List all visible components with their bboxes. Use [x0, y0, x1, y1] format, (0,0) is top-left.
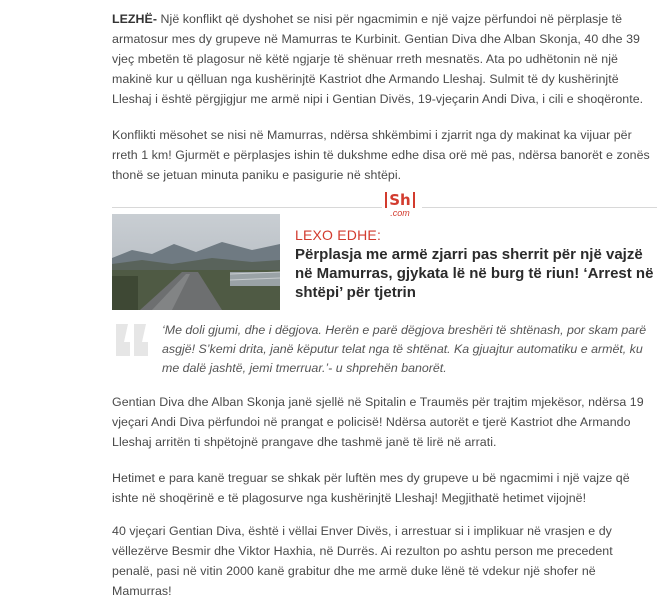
related-divider-right: [422, 207, 657, 208]
related-kicker: LEXO EDHE:: [295, 227, 382, 243]
blockquote: ‘Me doli gjumi, dhe i dëgjova. Herën e parë dëgjova breshëri të shtënash, por skam parë asgjë! S’kemi drita, janë këputur telat nga të shtënat. Ka gjuajtur automatiku e armët, ku me dalë jashtë, jemi tmerruar.’- u shprehën banorët.: [162, 323, 647, 375]
related-article-link[interactable]: Përplasja me armë zjarri pas sherrit për një vajzë në Mamurras, gjykata lë në burg të riun! ‘Arrest në shtëpi’ për tjetrin: [295, 246, 654, 301]
quote-icon: [112, 318, 152, 362]
article-paragraph-5: 40 vjeçari Gentian Diva, është i vëllai Enver Divës, i arrestuar si i implikuar në vrasjen e dy vëllezërve Besmir dhe Viktor Haxhia, në Durrës. Ai rezulton po ashtu person me precedent penalë, pasi në vitin 2000 kanë grabitur dhe me armë duke lënë të vdekur një shofer në Mamurras!: [112, 524, 613, 598]
article-paragraph-4: Hetimet e para kanë treguar se shkak për luftën mes dy grupeve u bë ngacmimi i një vajze që ishte në shoqërinë e të plagosurve nga kushërinjtë Lleshaj! Megjithatë hetimet vijojnë!: [112, 471, 630, 505]
article-paragraph-2: Konflikti mësohet se nisi në Mamurras, ndërsa shkëmbimi i zjarrit nga dy makinat ka vijuar për rreth 1 km! Gjurmët e përplasjes ishin të dukshme edhe disa orë më pas, ndërsa banorët e zonës thonë se jetuan minuta paniku e pasigurie në shtëpi.: [112, 128, 650, 182]
site-logo: [382, 192, 418, 224]
logo-mark: Sh: [385, 192, 414, 208]
logo-suffix: .com: [390, 208, 410, 218]
paragraph-text: Një konflikt që dyshohet se nisi për ngacmimin e një vajze përfundoi në përplasje të armatosur mes dy grupeve në Mamurras te Kurbinit. Gentian Diva dhe Alban Skonja, 40 dhe 39 vjeç mbetën të plagosur në këtë ngjarje të shënuar rreth mesnatës. Ata po udhëtonin në një makinë kur u qëlluan nga kushërinjtë Kastriot dhe Armando Lleshaj. Sulmit të dy kushërinjtë Lleshaj i është përgjigjur me armë nipi i Gentian Divës, 19-vjeçarin Andi Diva, i cili e shoqëronte.: [112, 12, 644, 106]
dateline: LEZHË-: [112, 12, 158, 26]
article-paragraph-3: Gentian Diva dhe Alban Skonja janë sjellë në Spitalin e Traumës për trajtim mjekësor, ndërsa 19 vjeçari Andi Diva përfundoi në prangat e policisë! Ndërsa autorët e tjerë Kastriot dhe Armando Lleshaj arritën ti shpëtojnë prangave dhe tashmë janë të lirë në arrati.: [112, 395, 644, 449]
article-paragraph-1: [112, 9, 657, 109]
related-article-thumbnail[interactable]: [112, 214, 280, 310]
road-photo-image: [112, 214, 280, 310]
related-divider-left: [112, 207, 382, 208]
